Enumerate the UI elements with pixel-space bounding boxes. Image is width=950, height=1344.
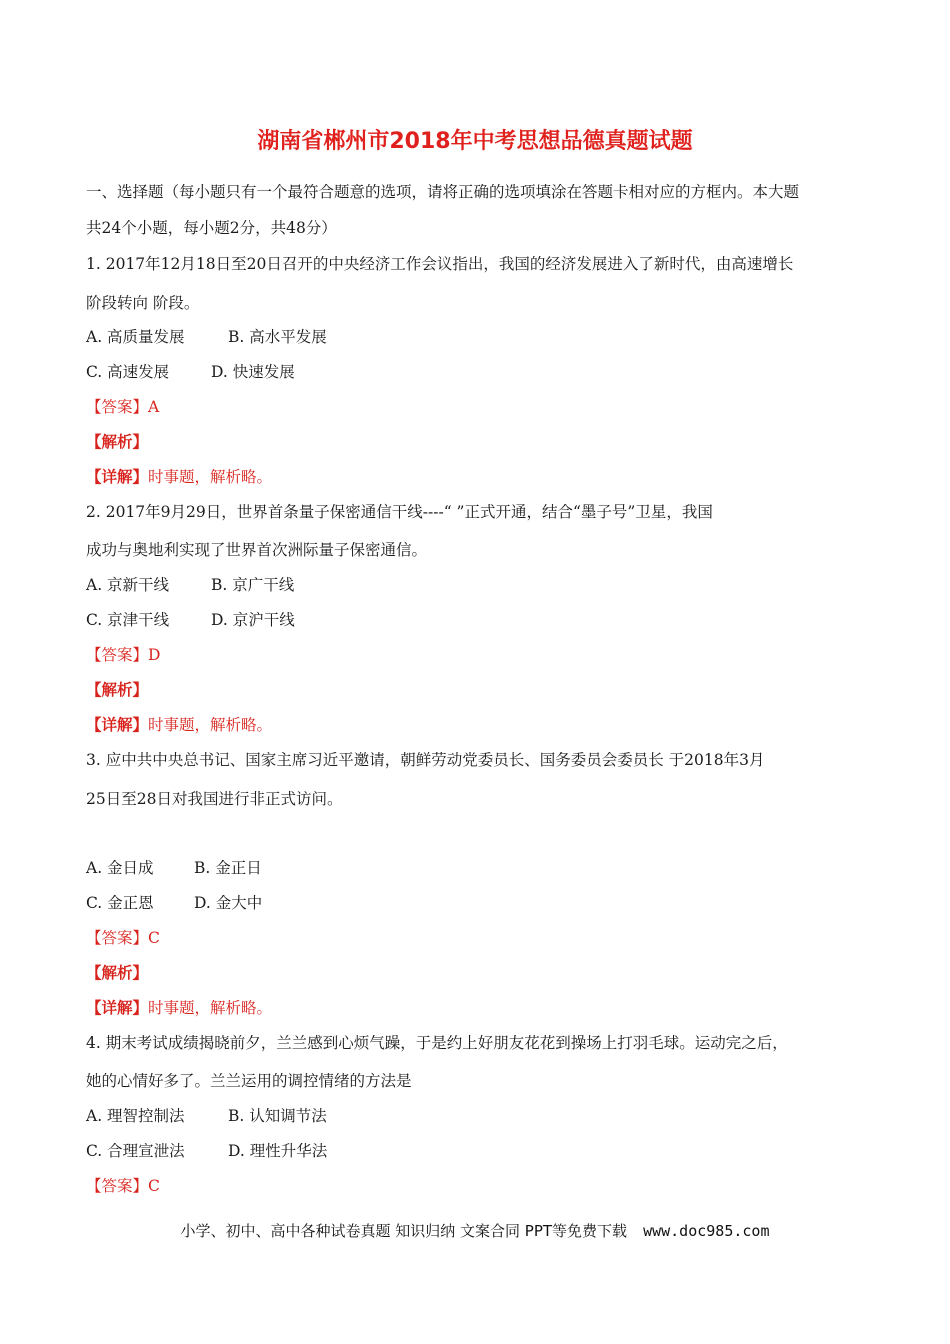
page-title: 湖南省郴州市2018年中考思想品德真题试题 [257, 129, 693, 154]
question-1-option-d: D. 快速发展 [211, 363, 295, 381]
question-3-option-a: A. 金日成 [86, 859, 154, 877]
question-1-line-1: 1. 2017年12月18日至20日召开的中央经济工作会议指出，我国的经济发展进入了新时代，由高速增长 [86, 255, 794, 273]
question-3-line-1: 3. 应中共中央总书记、国家主席习近平邀请，朝鲜劳动党委员长、国务委员会委员长 于2018年3月 [86, 751, 765, 769]
question-2-answer: 【答案】D [86, 646, 161, 664]
question-1-option-b: B. 高水平发展 [228, 328, 327, 346]
question-1-answer: 【答案】A [86, 398, 160, 416]
detail-label: 【详解】 [86, 998, 149, 1017]
detail-text: 时事题，解析略。 [148, 716, 273, 734]
question-3-line-2: 25日至28日对我国进行非正式访问。 [86, 790, 343, 808]
question-4-answer: 【答案】C [86, 1177, 160, 1195]
question-2-analysis: 【解析】 [86, 680, 149, 699]
detail-label: 【详解】 [86, 467, 149, 486]
question-4-line-2: 她的心情好多了。兰兰运用的调控情绪的方法是 [86, 1072, 412, 1090]
question-3-analysis: 【解析】 [86, 963, 149, 982]
section-header-line-1: 一、选择题（每小题只有一个最符合题意的选项，请将正确的选项填涂在答题卡相对应的方框内。本大题 [86, 183, 800, 201]
footer-text: 小学、初中、高中各种试卷真题 知识归纳 文案合同 PPT等免费下载 [180, 1222, 628, 1240]
question-3-answer: 【答案】C [86, 929, 160, 947]
question-2-detail [86, 715, 272, 735]
question-2-option-a: A. 京新干线 [86, 576, 170, 594]
footer-url[interactable]: www.doc985.com [643, 1222, 770, 1240]
question-1-analysis: 【解析】 [86, 432, 149, 451]
question-4-option-b: B. 认知调节法 [228, 1107, 327, 1125]
question-1-option-a: A. 高质量发展 [86, 328, 185, 346]
question-4-option-d: D. 理性升华法 [228, 1142, 328, 1160]
question-2-line-2: 成功与奥地利实现了世界首次洲际量子保密通信。 [86, 541, 428, 559]
question-1-line-2: 阶段转向 阶段。 [86, 294, 200, 312]
detail-text: 时事题，解析略。 [148, 999, 273, 1017]
question-2-option-d: D. 京沪干线 [211, 611, 295, 629]
question-3-option-b: B. 金正日 [194, 859, 262, 877]
detail-text: 时事题，解析略。 [148, 468, 273, 486]
section-header-line-2: 共24个小题，每小题2分，共48分） [86, 219, 337, 237]
question-2-option-b: B. 京广干线 [211, 576, 295, 594]
detail-label: 【详解】 [86, 715, 149, 734]
question-3-detail [86, 998, 272, 1018]
question-2-option-c: C. 京津干线 [86, 611, 170, 629]
question-3-option-d: D. 金大中 [194, 894, 263, 912]
question-3-option-c: C. 金正恩 [86, 894, 154, 912]
question-1-option-c: C. 高速发展 [86, 363, 170, 381]
question-1-detail [86, 467, 272, 487]
question-4-option-a: A. 理智控制法 [86, 1107, 185, 1125]
page-footer [0, 1220, 950, 1241]
question-4-option-c: C. 合理宣泄法 [86, 1142, 185, 1160]
question-4-line-1: 4. 期末考试成绩揭晓前夕，兰兰感到心烦气躁，于是约上好朋友花花到操场上打羽毛球。运动完之后， [86, 1034, 788, 1052]
question-2-line-1: 2. 2017年9月29日，世界首条量子保密通信干线----“ ”正式开通，结合“墨子号”卫星，我国 [86, 503, 713, 521]
